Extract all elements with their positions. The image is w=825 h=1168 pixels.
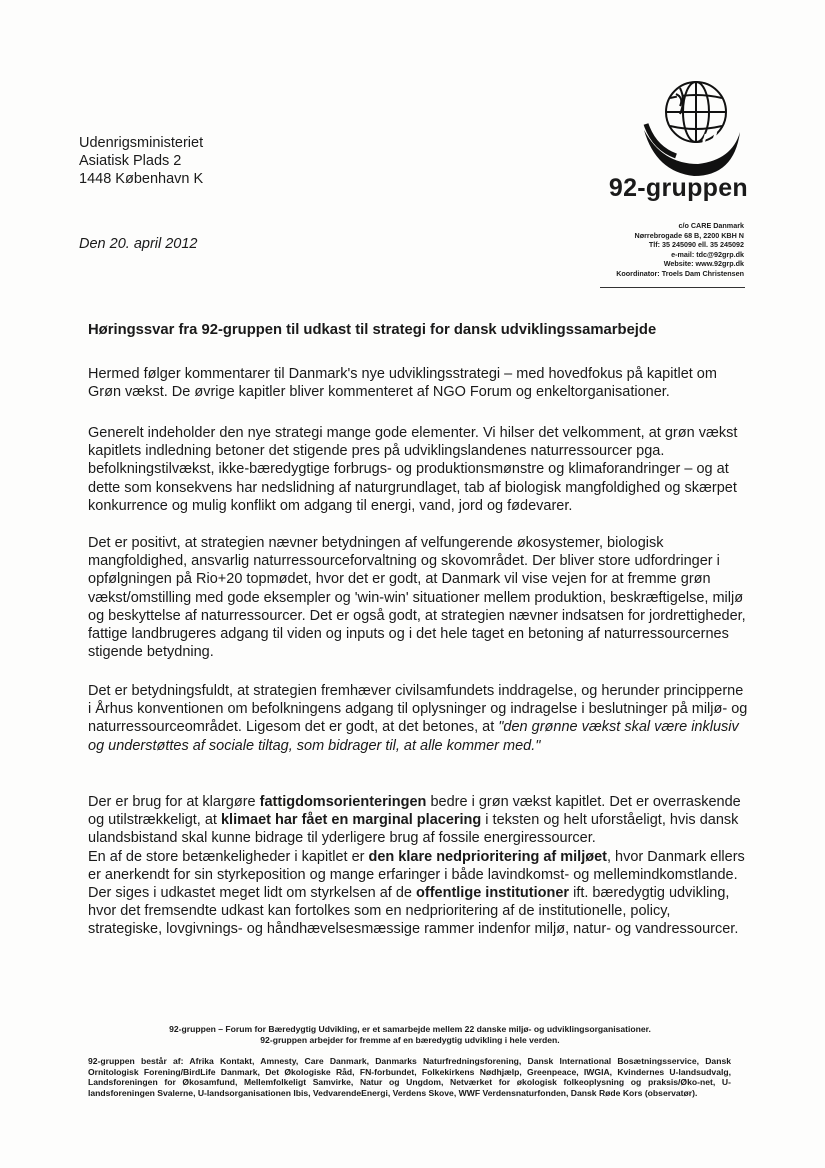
org-contact-block [560, 221, 744, 279]
paragraph-text: Det er positivt, at strategien nævner betydningen af velfungerende økosystemer, biologisk mangfoldighed, ansvarlig naturressourceforvaltning og skovområdet. Der bliver store udfordringer i opfølgningen på Rio+20 topmødet, hvor det er godt, at Danmark vil vise vejen for at fremme grøn vækst/omstilling med gode eksempler og 'win-win' situationer mellem produktion, beskræftigelse, miljø og beskyttelse af naturressourcer. Det er også godt, at strategien nævner indsatsen for jordrettigheder, fattige landbrugeres adgang til viden og inputs og i det hele taget en betoning af naturressourcernes stigende betydning. [88, 535, 746, 661]
recipient-address [79, 134, 203, 188]
footer-line: 92-gruppen – Forum for Bæredygtig Udvikling, er et samarbejde mellem 22 danske miljø- og udviklingsorganisationer. [169, 1024, 651, 1034]
recipient-street: Asiatisk Plads 2 [79, 153, 182, 169]
footer-members: 92-gruppen består af: Afrika Kontakt, Amnesty, Care Danmark, Danmarks Naturfredningsforening, Dansk International Bosætningsservice, Dansk Ornitologisk Forening/BirdLife Danmark, Det Økologiske Råd, FN-forbundet, Folkekirkens Nødhjælp, Greenpeace, IWGIA, Kvindernes U-landsudvalg, Landsforeningen for Økosamfund, Mellemfolkeligt Samvirke, Natur og Ungdom, Netværket for økologisk folkeoplysning og praksis/Øko-net, U-landsforeningen Svalerne, U-landsorganisationen Ibis, VedvarendeEnergi, Verdens Skove, WWF Verdensnaturfonden, Dansk Røde Kors (observatør). [88, 1056, 731, 1099]
globe-hands-logo-icon [636, 72, 746, 182]
paragraph-positive [88, 534, 748, 661]
paragraph-text: i teksten og helt uforståeligt, hvis dansk ulandsbistand skal kunne bidrage til yderligere brug af fossile energiressourcer. [88, 812, 739, 847]
paragraph-text: , hvor Danmark ellers er anerkendt for sin styrkeposition og mange erfaringer i både lavindkomst- og mellemindkomstlande. [88, 848, 745, 883]
paragraph-text: En af de store betænkeligheder i kapitlet er [88, 848, 369, 865]
paragraph-text: Generelt indeholder den nye strategi mange gode elementer. Vi hilser det velkomment, at grøn vækst kapitlets indledning betoner det stigende pres på udviklingslandenes naturressourcer pga. befolkningstilvækst, ikke-bæredygtige forbrugs- og produktionsmønstre og klimaforandringer – og at dette som konsekvens har nedslidning af naturgrundlaget, tab af biologisk mangfoldighed og skærpet konkurrence og mulig konflikt om adgang til energi, vand, jord og fødevarer. [88, 425, 738, 514]
strategy-quote: "den grønne vækst skal være inklusiv og understøttes af sociale tiltag, som bidrager til, at alle kommer med." [88, 719, 739, 754]
paragraph-text: Der er brug for at klargøre [88, 794, 260, 810]
contact-line: Tlf: 35 245090 ell. 35 245092 [648, 240, 744, 250]
contact-line: e-mail: tdc@92grp.dk [671, 249, 744, 259]
emphasis-environment: den klare nedprioritering af miljøet [368, 848, 607, 865]
paragraph-general [88, 424, 748, 515]
contact-divider [600, 287, 745, 288]
emphasis-institutions: offentlige institutioner [416, 885, 570, 902]
contact-line: Nørrebrogade 68 B, 2200 KBH N [634, 230, 744, 240]
contact-line: Website: www.92grp.dk [663, 259, 744, 269]
contact-line: c/o CARE Danmark [678, 221, 744, 230]
paragraph-text: ift. bæredygtig udvikling, hvor det fremsendte udkast kan fortolkes som en nedprioritering af de institutionelle, policy, strategiske, lovgivnings- og håndhævelsesmæssige rammer indenfor miljø, natur- og vandressourcer. [88, 885, 739, 938]
paragraph-intro [88, 365, 748, 401]
contact-line: Koordinator: Troels Dam Christensen [616, 268, 744, 278]
org-name: 92-gruppen [608, 174, 748, 202]
paragraph-civil-society [88, 682, 748, 755]
letter-date: Den 20. april 2012 [79, 236, 198, 252]
paragraph-text: Det er betydningsfuldt, at strategien fremhæver civilsamfundets inddragelse, og herunder principperne i Århus konventionen om befolkningens adgang til oplysninger og indragelse i beslutninger på miljø- og naturressourceområdet. Ligesom det er godt, at det betones, at [88, 683, 748, 736]
recipient-city: 1448 København K [79, 171, 204, 187]
emphasis-poverty: fattigdomsorienteringen [259, 794, 427, 810]
footer-tagline [90, 1024, 730, 1045]
letter-heading: Høringssvar fra 92-gruppen til udkast til strategi for dansk udviklingssamarbejde [88, 322, 657, 338]
paragraph-concerns [88, 793, 748, 939]
footer-line: 92-gruppen arbejder for fremme af en bæredygtig udvikling i hele verden. [260, 1034, 560, 1045]
paragraph-text: Hermed følger kommentarer til Danmark's nye udviklingsstrategi – med hovedfokus på kapitlet om Grøn vækst. De øvrige kapitler bliver kommenteret af NGO Forum og enkeltorganisationer. [88, 366, 717, 401]
paragraph-text: Der siges i udkastet meget lidt om styrkelsen af de [88, 885, 417, 902]
emphasis-climate: klimaet har fået en marginal placering [220, 812, 482, 829]
recipient-name: Udenrigsministeriet [79, 135, 204, 151]
paragraph-text: bedre i grøn vækst kapitlet. Det er overraskende og utilstrækkeligt, at [88, 794, 741, 829]
